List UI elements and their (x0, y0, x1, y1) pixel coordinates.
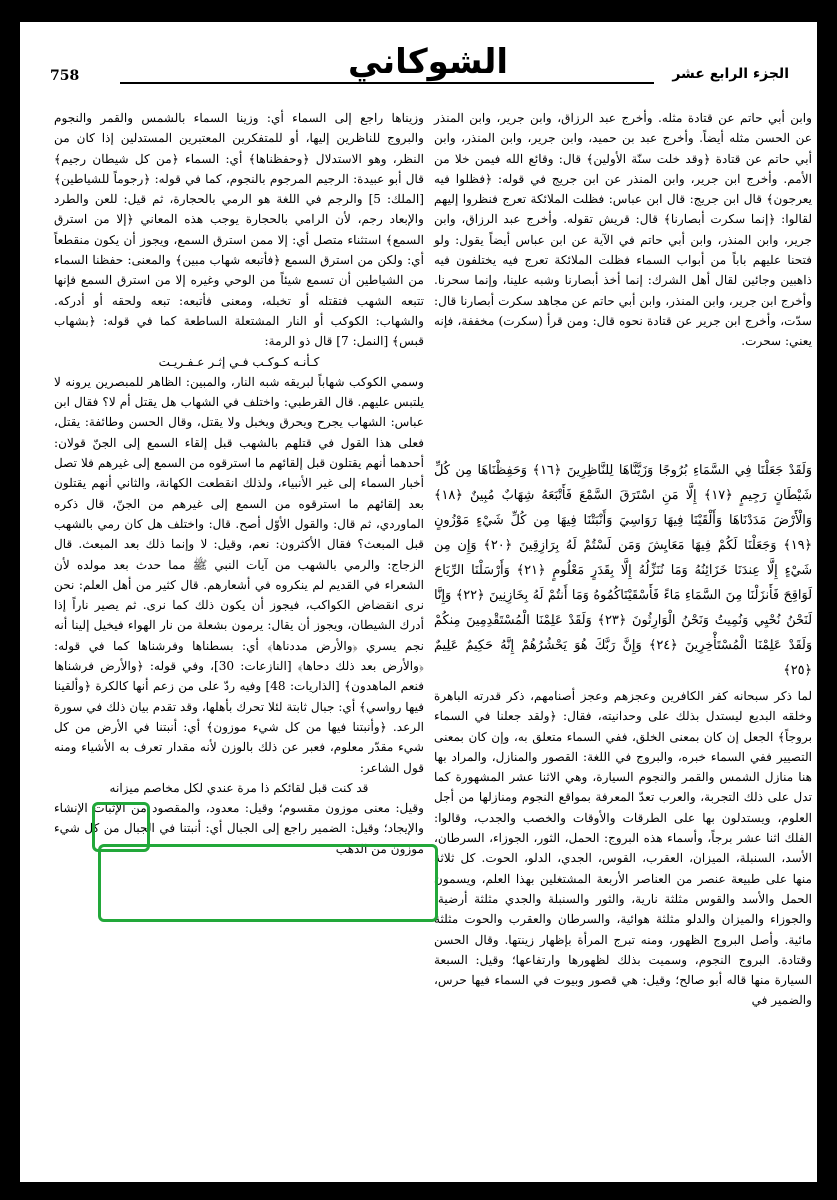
author-name: الشوكاني (332, 42, 524, 82)
header-rule (120, 82, 654, 84)
paragraph: وقيل: معنى موزون مقسوم؛ وقيل: معدود، والمقصود من الإثبات الإنشاء والإيجاد؛ وقيل: الضمير راجع إلى الجبال أي: أنبتنا في الجبال من كل شيء موزون من الذهب (54, 801, 424, 856)
paragraph: وسمي الكوكب شهاباً لبريقه شبه النار، والمبين: الظاهر للمبصرين يرونه لا يلتبس عليهم. قال القرطبي: واختلف في الشهاب هل يقتل أم لا؟ فقال ابن عباس: الشهاب يجرح ويحرق ويخبل ولا يقتل، وقال الحسن وطائفة: يقتل، فعلى هذا القول في قتلهم بالشهب قبل إلقاء السمع إلى الجنّ قولان: أحدهما أنهم يقتلون قبل إلقائهم ما استرقوه من السمع إلى غيرهم فلا تصل أخبار السماء إلى غير الأنبياء، ولذلك انقطعت الكهانة، والثاني أنهم يقتلون بعد إلقائهم ما استرقوه من السمع إلى غيرهم من الجنّ، قال ذكره الماوردي، ثم قال: والقول الأوّل أصح. قال: واختلف هل كان رمي بالشهب قبل المبعث؟ فقال الأكثرون: نعم، وقيل: لا وإنما ذلك بعد المبعث. قال الزجاج: والرمي بالشهب من آيات النبي ﷺ مما حدث بعد مولده لأن الشعراء في القديم لم ينكروه في أشعارهم. قال كثير من أهل العلم: نحن نرى انقضاض الكواكب، فيجوز أن يكون ذلك كما نرى. ثم يصير ناراً إذا أدرك الشيطان، ويجوز أن يقال: يرمون بشعلة من نار الهواء فيخيل إلينا أنه نجم يسري ﴿والأرض مددناها﴾ أي: بسطناها وفرشناها كما في قوله: ﴿والأرض بعد ذلك دحاها﴾ [النازعات: 30]، وفي قوله: ﴿والأرض فرشناها فنعم الماهدون﴾ [الذاريات: 48] وفيه ردّ على من زعم أنها كالكرة ﴿وألقينا فيها رواسي﴾ أي: جبال ثابتة لئلا تحرك بأهلها، وقد تقدم بيان ذلك في سورة الرعد. ﴿وأنبتنا فيها من كل شيء موزون﴾ أي: أنبتنا في الأرض من كل شيء مقدّر معلوم، فعبر عن ذلك بالوزن لأنه مقدار تعرف به الأشياء ومنه قول الشاعر: (54, 374, 424, 775)
left-column (54, 108, 424, 859)
poem-line-2: قد كنت قبل لقائكم ذا مرة عندي لكل مخاصم ميزانه (109, 780, 369, 795)
right-column-bottom (434, 686, 812, 1011)
page-header (50, 42, 789, 92)
volume-title: الجزء الرابع عشر (672, 66, 789, 82)
quran-text: وَلَقَدْ جَعَلْنَا فِي السَّمَاءِ بُرُوجًا وَزَيَّنَّاهَا لِلنَّاظِرِينَ ﴿١٦﴾ وَحَفِظْنَاهَا مِن كُلِّ شَيْطَانٍ رَجِيمٍ ﴿١٧﴾ إِلَّا مَنِ اسْتَرَقَ السَّمْعَ فَأَتْبَعَهُ شِهَابٌ مُبِينٌ ﴿١٨﴾ وَالْأَرْضَ مَدَدْنَاهَا وَأَلْقَيْنَا فِيهَا رَوَاسِيَ وَأَنْبَتْنَا فِيهَا مِن كُلِّ شَيْءٍ مَوْزُونٍ ﴿١٩﴾ وَجَعَلْنَا لَكُمْ فِيهَا مَعَايِشَ وَمَن لَسْتُمْ لَهُ بِرَازِقِينَ ﴿٢٠﴾ وَإِن مِن شَيْءٍ إِلَّا عِندَنَا خَزَائِنُهُ وَمَا نُنَزِّلُهُ إِلَّا بِقَدَرٍ مَعْلُومٍ ﴿٢١﴾ وَأَرْسَلْنَا الرِّيَاحَ لَوَاقِحَ فَأَنزَلْنَا مِنَ السَّمَاءِ مَاءً فَأَسْقَيْنَاكُمُوهُ وَمَا أَنتُمْ لَهُ بِخَازِنِينَ ﴿٢٢﴾ وَإِنَّا لَنَحْنُ نُحْيِي وَنُمِيتُ وَنَحْنُ الْوَارِثُونَ ﴿٢٣﴾ وَلَقَدْ عَلِمْنَا الْمُسْتَقْدِمِينَ مِنكُمْ وَلَقَدْ عَلِمْنَا الْمُسْتَأْخِرِينَ ﴿٢٤﴾ وَإِنَّ رَبَّكَ هُوَ يَحْشُرُهُمْ إِنَّهُ حَكِيمٌ عَلِيمٌ ﴿٢٥﴾ (434, 463, 813, 678)
paragraph: وابن أبي حاتم عن قتادة مثله. وأخرج عبد الرزاق، وابن جرير، وابن المنذر عن الحسن مثله أيضاً. وأخرج عبد بن حميد، وابن جرير، وابن المنذر، وابن أبي حاتم عن قتادة ﴿وقد خلت سنّة الأولين﴾ قال: وقائع الله فيمن خلا من الأمم. وأخرج ابن جرير، وابن المنذر عن ابن جريج في قوله: ﴿فظلوا فيه يعرجون﴾ قال ابن جريج: قال ابن عباس: فظلت الملائكة تعرج فنظروا إليهم لقالوا: ﴿إنما سكرت أبصارنا﴾ قال: قريش تقوله. وأخرج عبد الرزاق، وابن جرير، وابن المنذر، وابن أبي حاتم في الآية عن ابن عباس أيضاً يقول: ولو فتحنا عليهم باباً من أبواب السماء فظلت الملائكة تعرج فيه يختلفون فيه ذاهبين وجائين لقال أهل الشرك: إنما أخذ أبصارنا وشبه علينا، وإنما سحرنا. وأخرج ابن جرير، وابن المنذر، وابن أبي حاتم عن مجاهد سكرت أبصارنا قال: سدّت، وأخرج ابن جرير عن قتادة نحوه قال: ومن قرأ (سكرت) مخففة، فإنه يعني: سحرت. (434, 111, 812, 349)
right-column-top (434, 108, 812, 352)
paragraph: وزيناها راجع إلى السماء أي: وزينا السماء بالشمس والقمر والنجوم والبروج للناظرين إليها، أو للمتفكرين المعتبرين المستدلين إذا كان من النظر، وهو الاستدلال ﴿وحفظناها﴾ أي: السماء ﴿من كل شيطان رجيم﴾ قال أبو عبيدة: الرجيم المرجوم بالنجوم، كما في قوله: ﴿رجوماً للشياطين﴾ [الملك: 5] والرجم في اللغة هو الرمي بالحجارة، ثم قيل: للعن والطرد والإبعاد رجم، لأن الرامي بالحجارة يوجب هذه المعاني ﴿إلا من استرق السمع﴾ استثناء متصل أي: إلا ممن استرق السمع، ويجوز أن يكون منقطعاً أي: ولكن من استرق السمع ﴿فأتبعه شهاب مبين﴾ والمعنى: حفظنا السماء من الشياطين أن تسمع شيئاً من الوحي وغيره إلا من استرق السمع فإنها تتبعه الشهب فتقتله أو تخبله، ومعنى فأتبعه: تبعه ولحقه أو أدركه. والشهاب: الكوكب أو النار المشتعلة الساطعة كما في قوله: ﴿بشهاب قبس﴾ [النمل: 7] قال ذو الرمة: (54, 111, 424, 349)
poem-line: كـأنـه كـوكـب فـي إثـر عـفـريـت (158, 354, 320, 369)
paragraph: لما ذكر سبحانه كفر الكافرين وعجزهم وعجز أصنامهم، ذكر قدرته الباهرة وخلقه البديع ليستدل بذلك على وحدانيته، فقال: ﴿ولقد جعلنا في السماء بروجاً﴾ الجعل إن كان بمعنى الخلق، ففي السماء متعلق به، وإن كان بمعنى التصيير ففي السماء خبره، والبروج في اللغة: القصور والمنازل، والمراد بها هنا منازل الشمس والقمر والنجوم السيارة، وهي الاثنا عشر المشهورة كما تدل على ذلك التجربة، والعرب تعدّ المعرفة بمواقع النجوم ومنازلها من أجل العلوم، ويستدلون بها على الطرقات والأوقات والخصب والجدب، وقالوا: الفلك اثنا عشر برجاً، وأسماء هذه البروج: الحمل، الثور، الجوزاء، السرطان، الأسد، السنبلة، الميزان، العقرب، القوس، الجدي، الدلو، الحوت. كل ثلاثة منها على طبيعة عنصر من العناصر الأربعة المشتغلين بهذا العلم، ويسمون الحمل والأسد والقوس مثلثة نارية، والثور والسنبلة والجدي مثلثة أرضية، والجوزاء والميزان والدلو مثلثة هوائية، والسرطان والعقرب والحوت مثلثة مائية. وأصل البروج الظهور، ومنه تبرج المرأة بإظهار زينتها. وقال الحسن وقتادة. البروج النجوم، وسميت بذلك لظهورها وارتفاعها؛ وقيل: السبعة السيارة منها قاله أبو صالح؛ وقيل: هي قصور وبيوت في السماء فيها حرس، والضمير في (434, 689, 812, 1008)
book-page (20, 22, 817, 1182)
quran-verses (434, 458, 812, 683)
page-number: 758 (50, 68, 80, 84)
